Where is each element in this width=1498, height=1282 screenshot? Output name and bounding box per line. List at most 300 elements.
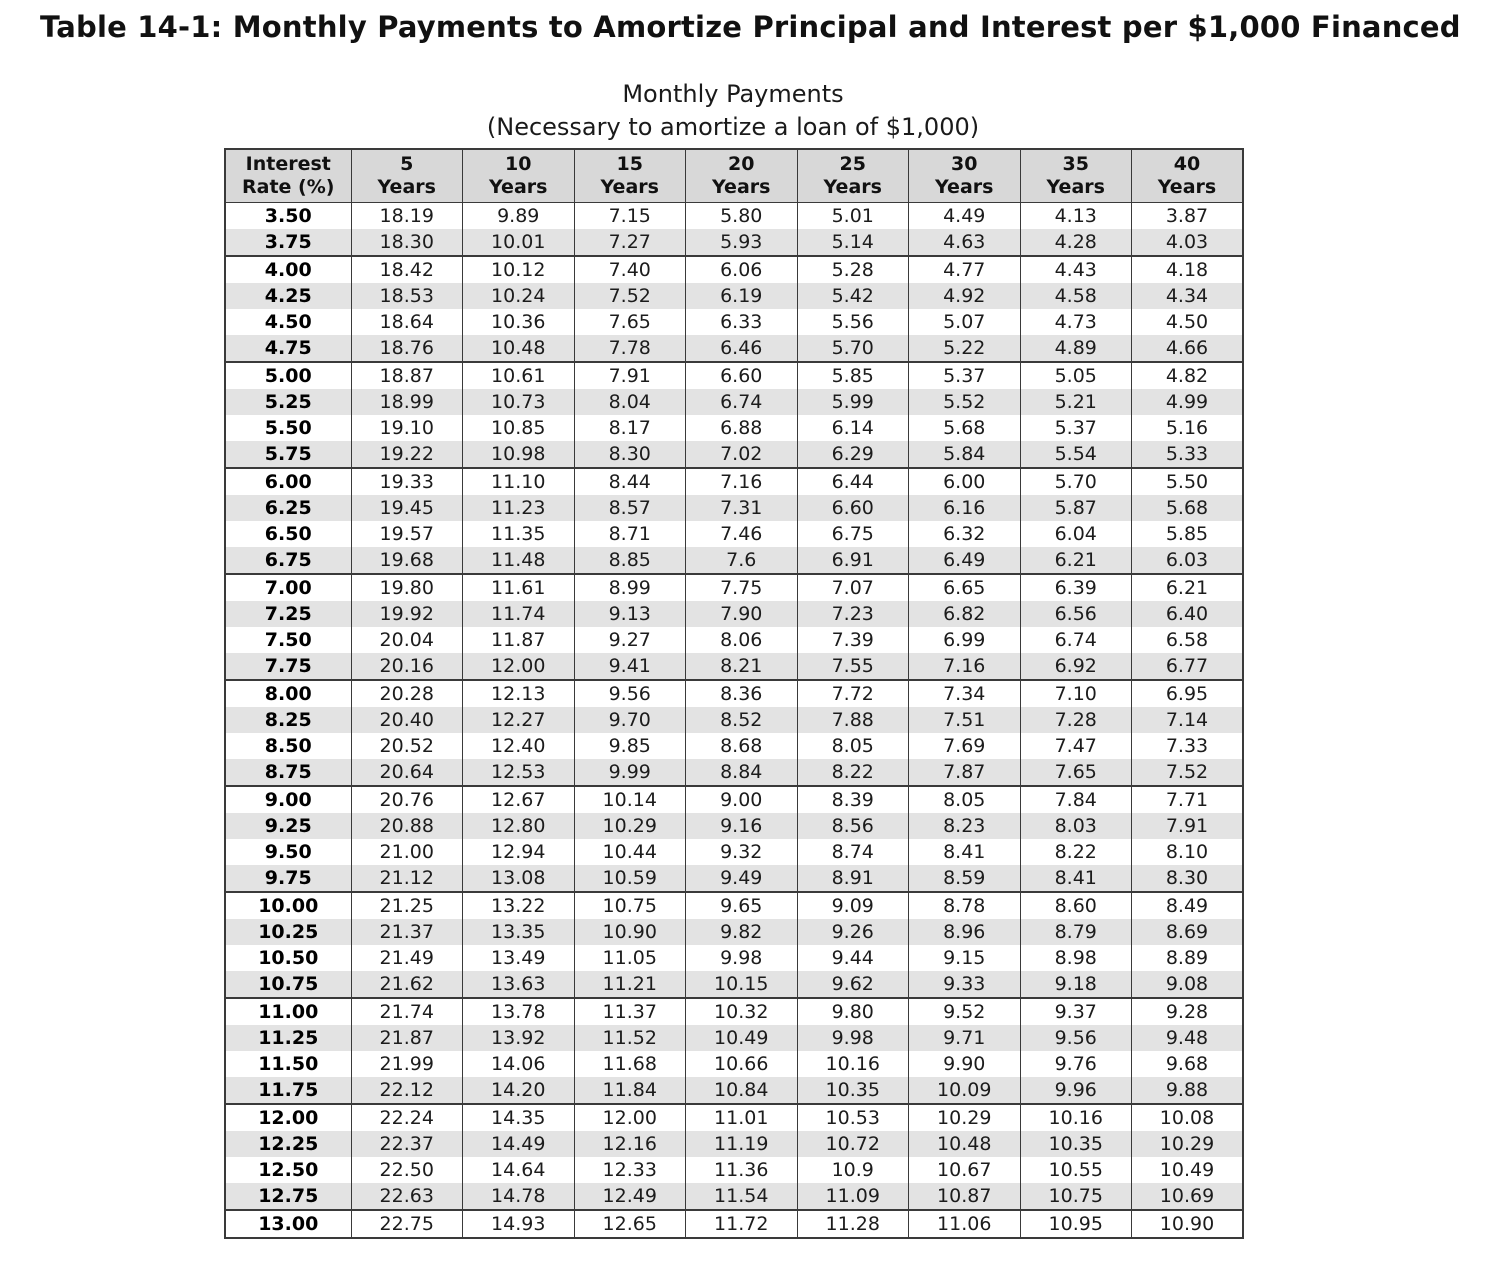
payment-cell: 12.27	[463, 707, 575, 733]
payment-cell: 9.08	[1132, 971, 1244, 998]
column-header-line2: Years	[489, 176, 548, 198]
payment-cell: 7.15	[574, 203, 686, 230]
payment-cell: 10.84	[686, 1077, 798, 1104]
payment-cell: 6.95	[1132, 680, 1244, 707]
column-header-term	[909, 149, 1021, 203]
payment-cell: 6.74	[1020, 627, 1132, 653]
payment-cell: 7.07	[797, 574, 909, 601]
payment-cell: 6.77	[1132, 653, 1244, 680]
payment-cell: 8.71	[574, 521, 686, 547]
table-row	[225, 229, 1243, 256]
payment-cell: 11.10	[463, 468, 575, 495]
payment-cell: 6.29	[797, 441, 909, 468]
payment-cell: 4.77	[909, 256, 1021, 283]
payment-cell: 8.05	[909, 786, 1021, 813]
payment-cell: 9.82	[686, 919, 798, 945]
payment-cell: 8.84	[686, 759, 798, 786]
payment-cell: 7.52	[1132, 759, 1244, 786]
payment-cell: 22.50	[351, 1157, 463, 1183]
payment-cell: 10.66	[686, 1051, 798, 1077]
table-header	[225, 149, 1243, 203]
column-header-line1: 40	[1173, 153, 1201, 175]
payment-cell: 6.14	[797, 415, 909, 441]
payment-cell: 11.74	[463, 601, 575, 627]
payment-cell: 13.22	[463, 892, 575, 919]
payment-cell: 7.47	[1020, 733, 1132, 759]
payment-cell: 5.05	[1020, 362, 1132, 389]
table-row	[225, 362, 1243, 389]
column-header-line1: 25	[839, 153, 866, 175]
payment-cell: 10.9	[797, 1157, 909, 1183]
interest-rate-cell: 7.50	[225, 627, 351, 653]
payment-cell: 11.48	[463, 547, 575, 574]
table-row	[225, 309, 1243, 335]
payment-cell: 5.68	[909, 415, 1021, 441]
payment-cell: 10.35	[797, 1077, 909, 1104]
payment-cell: 8.69	[1132, 919, 1244, 945]
payment-cell: 5.85	[797, 362, 909, 389]
payment-cell: 8.57	[574, 495, 686, 521]
table-row	[225, 389, 1243, 415]
payment-cell: 9.52	[909, 998, 1021, 1025]
table-row	[225, 971, 1243, 998]
payment-cell: 8.59	[909, 865, 1021, 892]
table-row	[225, 919, 1243, 945]
table-row	[225, 203, 1243, 230]
payment-cell: 10.75	[1020, 1183, 1132, 1210]
payment-cell: 22.63	[351, 1183, 463, 1210]
payment-cell: 7.27	[574, 229, 686, 256]
payment-cell: 9.44	[797, 945, 909, 971]
payment-cell: 6.33	[686, 309, 798, 335]
payment-cell: 7.6	[686, 547, 798, 574]
interest-rate-cell: 7.25	[225, 601, 351, 627]
payment-cell: 12.53	[463, 759, 575, 786]
payment-cell: 14.06	[463, 1051, 575, 1077]
payment-cell: 6.82	[909, 601, 1021, 627]
payment-cell: 9.65	[686, 892, 798, 919]
payment-cell: 4.18	[1132, 256, 1244, 283]
payment-cell: 6.04	[1020, 521, 1132, 547]
column-header-interest-rate	[225, 149, 351, 203]
payment-cell: 10.98	[463, 441, 575, 468]
payment-cell: 5.70	[1020, 468, 1132, 495]
payment-cell: 13.63	[463, 971, 575, 998]
payment-cell: 5.84	[909, 441, 1021, 468]
payment-cell: 6.40	[1132, 601, 1244, 627]
payment-cell: 7.65	[1020, 759, 1132, 786]
payment-cell: 5.42	[797, 283, 909, 309]
payment-cell: 14.49	[463, 1131, 575, 1157]
payment-cell: 20.88	[351, 813, 463, 839]
payment-cell: 12.16	[574, 1131, 686, 1157]
table-row	[225, 1051, 1243, 1077]
payment-cell: 5.33	[1132, 441, 1244, 468]
interest-rate-cell: 5.50	[225, 415, 351, 441]
payment-cell: 5.68	[1132, 495, 1244, 521]
payment-cell: 10.48	[909, 1131, 1021, 1157]
payment-cell: 21.74	[351, 998, 463, 1025]
payment-cell: 11.61	[463, 574, 575, 601]
payment-cell: 11.28	[797, 1210, 909, 1238]
payment-cell: 6.65	[909, 574, 1021, 601]
payment-cell: 18.99	[351, 389, 463, 415]
payment-cell: 10.55	[1020, 1157, 1132, 1183]
interest-rate-cell: 4.25	[225, 283, 351, 309]
payment-cell: 10.67	[909, 1157, 1021, 1183]
payment-cell: 9.98	[797, 1025, 909, 1051]
payment-cell: 7.14	[1132, 707, 1244, 733]
payment-cell: 21.00	[351, 839, 463, 865]
payment-cell: 9.27	[574, 627, 686, 653]
payment-cell: 4.13	[1020, 203, 1132, 230]
interest-rate-cell: 5.75	[225, 441, 351, 468]
payment-cell: 4.49	[909, 203, 1021, 230]
payment-cell: 7.91	[574, 362, 686, 389]
payment-cell: 4.43	[1020, 256, 1132, 283]
payment-cell: 11.05	[574, 945, 686, 971]
payment-cell: 5.21	[1020, 389, 1132, 415]
column-header-term	[797, 149, 909, 203]
payment-cell: 21.37	[351, 919, 463, 945]
interest-rate-cell: 12.50	[225, 1157, 351, 1183]
payment-cell: 4.50	[1132, 309, 1244, 335]
payment-cell: 6.60	[797, 495, 909, 521]
payment-cell: 9.98	[686, 945, 798, 971]
payment-cell: 5.99	[797, 389, 909, 415]
header-row	[225, 149, 1243, 203]
payment-cell: 4.66	[1132, 335, 1244, 362]
payment-cell: 11.06	[909, 1210, 1021, 1238]
payment-cell: 19.10	[351, 415, 463, 441]
payment-cell: 20.52	[351, 733, 463, 759]
payment-cell: 4.92	[909, 283, 1021, 309]
payment-cell: 7.87	[909, 759, 1021, 786]
payment-cell: 9.68	[1132, 1051, 1244, 1077]
payment-cell: 18.76	[351, 335, 463, 362]
payment-cell: 7.40	[574, 256, 686, 283]
payment-cell: 10.87	[909, 1183, 1021, 1210]
table-row	[225, 601, 1243, 627]
table-row	[225, 574, 1243, 601]
payment-cell: 5.52	[909, 389, 1021, 415]
payment-cell: 10.29	[574, 813, 686, 839]
payment-cell: 11.68	[574, 1051, 686, 1077]
payment-cell: 12.00	[574, 1104, 686, 1131]
payment-cell: 10.85	[463, 415, 575, 441]
payment-cell: 6.92	[1020, 653, 1132, 680]
column-header-line2: Years	[1046, 176, 1105, 198]
payment-cell: 10.72	[797, 1131, 909, 1157]
payment-cell: 10.35	[1020, 1131, 1132, 1157]
table-row	[225, 653, 1243, 680]
payment-cell: 7.10	[1020, 680, 1132, 707]
payment-cell: 4.99	[1132, 389, 1244, 415]
payment-cell: 8.22	[1020, 839, 1132, 865]
payment-cell: 19.33	[351, 468, 463, 495]
payment-cell: 9.33	[909, 971, 1021, 998]
payment-cell: 5.07	[909, 309, 1021, 335]
interest-rate-cell: 4.00	[225, 256, 351, 283]
payment-cell: 6.39	[1020, 574, 1132, 601]
table-caption-subheading: (Necessary to amortize a loan of $1,000)	[486, 113, 980, 141]
payment-cell: 8.10	[1132, 839, 1244, 865]
table-caption-heading: Monthly Payments	[622, 80, 844, 108]
payment-cell: 5.56	[797, 309, 909, 335]
table-row	[225, 1104, 1243, 1131]
column-header-term	[463, 149, 575, 203]
payment-cell: 8.98	[1020, 945, 1132, 971]
payment-cell: 5.70	[797, 335, 909, 362]
payment-cell: 9.00	[686, 786, 798, 813]
payment-cell: 5.28	[797, 256, 909, 283]
payment-cell: 14.93	[463, 1210, 575, 1238]
payment-cell: 6.56	[1020, 601, 1132, 627]
payment-cell: 9.16	[686, 813, 798, 839]
payment-cell: 11.01	[686, 1104, 798, 1131]
payment-cell: 12.65	[574, 1210, 686, 1238]
payment-cell: 3.87	[1132, 203, 1244, 230]
interest-rate-cell: 12.25	[225, 1131, 351, 1157]
interest-rate-cell: 11.75	[225, 1077, 351, 1104]
payment-cell: 9.32	[686, 839, 798, 865]
payment-cell: 10.61	[463, 362, 575, 389]
payment-cell: 9.90	[909, 1051, 1021, 1077]
payment-cell: 7.34	[909, 680, 1021, 707]
interest-rate-cell: 11.25	[225, 1025, 351, 1051]
payment-cell: 11.35	[463, 521, 575, 547]
payment-cell: 22.75	[351, 1210, 463, 1238]
column-header-term	[1132, 149, 1244, 203]
payment-cell: 8.60	[1020, 892, 1132, 919]
payment-cell: 18.30	[351, 229, 463, 256]
interest-rate-cell: 8.50	[225, 733, 351, 759]
payment-cell: 19.68	[351, 547, 463, 574]
payment-cell: 8.21	[686, 653, 798, 680]
table-row	[225, 707, 1243, 733]
payment-cell: 8.41	[909, 839, 1021, 865]
payment-cell: 18.87	[351, 362, 463, 389]
payment-cell: 5.37	[1020, 415, 1132, 441]
payment-cell: 11.84	[574, 1077, 686, 1104]
payment-cell: 11.23	[463, 495, 575, 521]
payment-cell: 21.25	[351, 892, 463, 919]
payment-cell: 7.39	[797, 627, 909, 653]
payment-cell: 21.99	[351, 1051, 463, 1077]
payment-cell: 8.79	[1020, 919, 1132, 945]
column-header-term	[351, 149, 463, 203]
payment-cell: 7.90	[686, 601, 798, 627]
payment-cell: 20.76	[351, 786, 463, 813]
table-row	[225, 627, 1243, 653]
payment-cell: 8.30	[1132, 865, 1244, 892]
column-header-line1: 5	[400, 153, 414, 175]
payment-cell: 8.05	[797, 733, 909, 759]
payment-cell: 11.19	[686, 1131, 798, 1157]
column-header-term	[1020, 149, 1132, 203]
payment-cell: 7.72	[797, 680, 909, 707]
payment-cell: 8.44	[574, 468, 686, 495]
interest-rate-cell: 9.00	[225, 786, 351, 813]
payment-cell: 9.15	[909, 945, 1021, 971]
payment-cell: 10.29	[1132, 1131, 1244, 1157]
column-header-line2: Years	[1157, 176, 1217, 198]
payment-cell: 7.28	[1020, 707, 1132, 733]
payment-cell: 22.37	[351, 1131, 463, 1157]
payment-cell: 11.36	[686, 1157, 798, 1183]
payment-cell: 10.49	[686, 1025, 798, 1051]
payment-cell: 7.78	[574, 335, 686, 362]
payment-cell: 7.16	[909, 653, 1021, 680]
payment-cell: 7.55	[797, 653, 909, 680]
table-row	[225, 521, 1243, 547]
column-header-line1: 15	[616, 153, 643, 175]
payment-cell: 9.99	[574, 759, 686, 786]
interest-rate-cell: 9.50	[225, 839, 351, 865]
payment-cell: 7.84	[1020, 786, 1132, 813]
payment-cell: 9.26	[797, 919, 909, 945]
payment-cell: 11.72	[686, 1210, 798, 1238]
interest-rate-cell: 5.25	[225, 389, 351, 415]
payment-cell: 6.00	[909, 468, 1021, 495]
interest-rate-cell: 7.00	[225, 574, 351, 601]
interest-rate-cell: 6.25	[225, 495, 351, 521]
column-header-line2: Years	[935, 176, 994, 198]
payment-cell: 6.06	[686, 256, 798, 283]
amortization-table	[224, 148, 1244, 1239]
payment-cell: 5.14	[797, 229, 909, 256]
interest-rate-cell: 6.50	[225, 521, 351, 547]
interest-rate-cell: 3.75	[225, 229, 351, 256]
payment-cell: 10.14	[574, 786, 686, 813]
interest-rate-cell: 10.00	[225, 892, 351, 919]
table-row	[225, 680, 1243, 707]
payment-cell: 9.37	[1020, 998, 1132, 1025]
payment-cell: 10.16	[797, 1051, 909, 1077]
payment-cell: 21.12	[351, 865, 463, 892]
interest-rate-cell: 11.50	[225, 1051, 351, 1077]
table-row	[225, 415, 1243, 441]
table-row	[225, 1157, 1243, 1183]
payment-cell: 4.03	[1132, 229, 1244, 256]
table-row	[225, 283, 1243, 309]
payment-cell: 6.21	[1020, 547, 1132, 574]
payment-cell: 9.13	[574, 601, 686, 627]
payment-cell: 10.59	[574, 865, 686, 892]
column-header-line2: Years	[377, 176, 436, 198]
payment-cell: 10.24	[463, 283, 575, 309]
payment-cell: 18.19	[351, 203, 463, 230]
payment-cell: 14.64	[463, 1157, 575, 1183]
payment-cell: 8.06	[686, 627, 798, 653]
payment-cell: 7.16	[686, 468, 798, 495]
payment-cell: 7.71	[1132, 786, 1244, 813]
payment-cell: 5.22	[909, 335, 1021, 362]
payment-cell: 8.78	[909, 892, 1021, 919]
payment-cell: 4.63	[909, 229, 1021, 256]
payment-cell: 18.64	[351, 309, 463, 335]
table-row	[225, 1025, 1243, 1051]
payment-cell: 10.69	[1132, 1183, 1244, 1210]
payment-cell: 9.62	[797, 971, 909, 998]
payment-cell: 22.12	[351, 1077, 463, 1104]
column-header-line2: Rate (%)	[242, 176, 335, 198]
interest-rate-cell: 6.00	[225, 468, 351, 495]
table-row	[225, 441, 1243, 468]
interest-rate-cell: 12.00	[225, 1104, 351, 1131]
payment-cell: 9.09	[797, 892, 909, 919]
interest-rate-cell: 5.00	[225, 362, 351, 389]
payment-cell: 9.85	[574, 733, 686, 759]
payment-cell: 5.01	[797, 203, 909, 230]
interest-rate-cell: 6.75	[225, 547, 351, 574]
payment-cell: 8.30	[574, 441, 686, 468]
table-row	[225, 786, 1243, 813]
payment-cell: 12.33	[574, 1157, 686, 1183]
payment-cell: 10.09	[909, 1077, 1021, 1104]
payment-cell: 5.85	[1132, 521, 1244, 547]
interest-rate-cell: 8.25	[225, 707, 351, 733]
payment-cell: 8.52	[686, 707, 798, 733]
payment-cell: 8.49	[1132, 892, 1244, 919]
payment-cell: 5.93	[686, 229, 798, 256]
payment-cell: 6.46	[686, 335, 798, 362]
payment-cell: 8.99	[574, 574, 686, 601]
payment-cell: 8.89	[1132, 945, 1244, 971]
payment-cell: 6.16	[909, 495, 1021, 521]
payment-cell: 20.04	[351, 627, 463, 653]
payment-cell: 6.99	[909, 627, 1021, 653]
payment-cell: 6.19	[686, 283, 798, 309]
payment-cell: 7.69	[909, 733, 1021, 759]
table-row	[225, 1131, 1243, 1157]
interest-rate-cell: 3.50	[225, 203, 351, 230]
payment-cell: 9.56	[1020, 1025, 1132, 1051]
payment-cell: 10.95	[1020, 1210, 1132, 1238]
payment-cell: 11.09	[797, 1183, 909, 1210]
payment-cell: 6.49	[909, 547, 1021, 574]
column-header-line1: Interest	[245, 153, 331, 175]
interest-rate-cell: 10.75	[225, 971, 351, 998]
payment-cell: 7.91	[1132, 813, 1244, 839]
payment-cell: 6.74	[686, 389, 798, 415]
payment-cell: 8.91	[797, 865, 909, 892]
payment-cell: 9.96	[1020, 1077, 1132, 1104]
column-header-line1: 30	[951, 153, 978, 175]
payment-cell: 7.51	[909, 707, 1021, 733]
payment-cell: 12.00	[463, 653, 575, 680]
interest-rate-cell: 13.00	[225, 1210, 351, 1238]
payment-cell: 12.40	[463, 733, 575, 759]
payment-cell: 6.58	[1132, 627, 1244, 653]
payment-cell: 7.46	[686, 521, 798, 547]
interest-rate-cell: 4.50	[225, 309, 351, 335]
payment-cell: 19.80	[351, 574, 463, 601]
payment-cell: 11.87	[463, 627, 575, 653]
table-row	[225, 1210, 1243, 1238]
payment-cell: 4.34	[1132, 283, 1244, 309]
payment-cell: 11.54	[686, 1183, 798, 1210]
payment-cell: 20.40	[351, 707, 463, 733]
payment-cell: 19.45	[351, 495, 463, 521]
payment-cell: 10.01	[463, 229, 575, 256]
payment-cell: 9.18	[1020, 971, 1132, 998]
payment-cell: 6.60	[686, 362, 798, 389]
payment-cell: 6.88	[686, 415, 798, 441]
payment-cell: 6.32	[909, 521, 1021, 547]
page-title: Table 14-1: Monthly Payments to Amortize Principal and Interest per $1,000 Financed	[40, 10, 1461, 44]
payment-cell: 13.35	[463, 919, 575, 945]
